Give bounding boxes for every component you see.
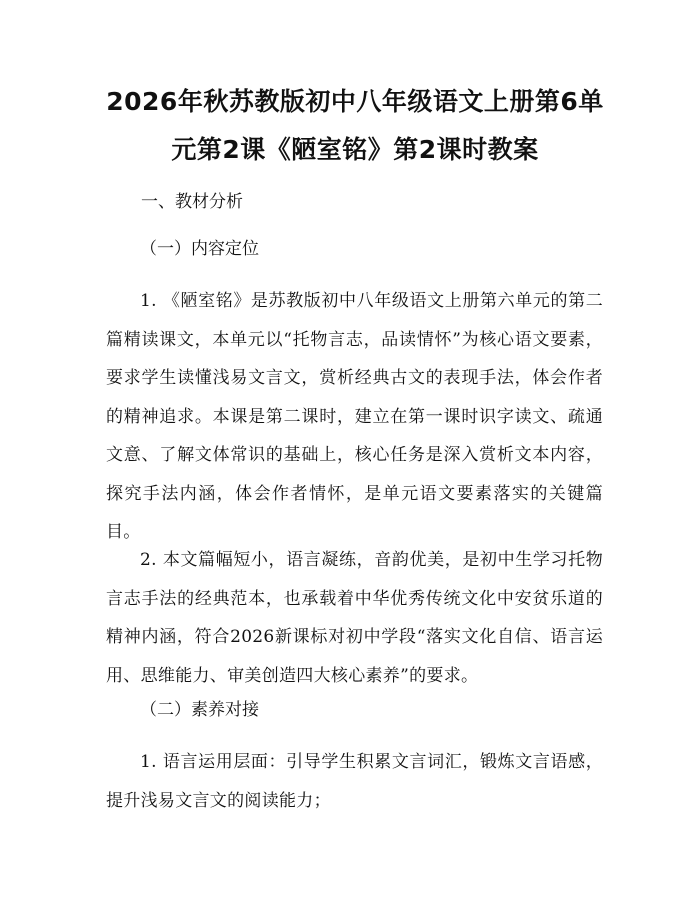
document-title: 2026年秋苏教版初中八年级语文上册第6单元第2课《陋室铭》第2课时教案	[106, 87, 604, 164]
section-heading-textbook-analysis: 一、教材分析	[141, 192, 243, 212]
paragraph-content-positioning-1: 1. 《陋室铭》是苏教版初中八年级语文上册第六单元的第二篇精读课文，本单元以“托物言志，品读情怀”为核心语文要素，要求学生读懂浅易文言文，赏析经典古文的表现手法，体会作者的精神追求。本课是第二课时，建立在第一课时识字读文、疏通文意、了解文体常识的基础上，核心任务是深入赏析文本内容，探究手法内涵，体会作者情怀，是单元语文要素落实的关键篇目。	[106, 291, 603, 542]
paragraph-literacy-alignment-1: 1. 语言运用层面：引导学生积累文言词汇，锻炼文言语感，提升浅易文言文的阅读能力；	[106, 752, 603, 811]
subsection-heading-content-positioning: （一）内容定位	[140, 239, 259, 259]
paragraph-content-positioning-2: 2. 本文篇幅短小，语言凝练，音韵优美，是初中生学习托物言志手法的经典范本，也承载着中华优秀传统文化中安贫乐道的精神内涵，符合2026新课标对初中学段“落实文化自信、语言运用、思维能力、审美创造四大核心素养”的要求。	[106, 550, 603, 686]
subsection-heading-literacy-alignment: （二）素养对接	[140, 700, 259, 720]
